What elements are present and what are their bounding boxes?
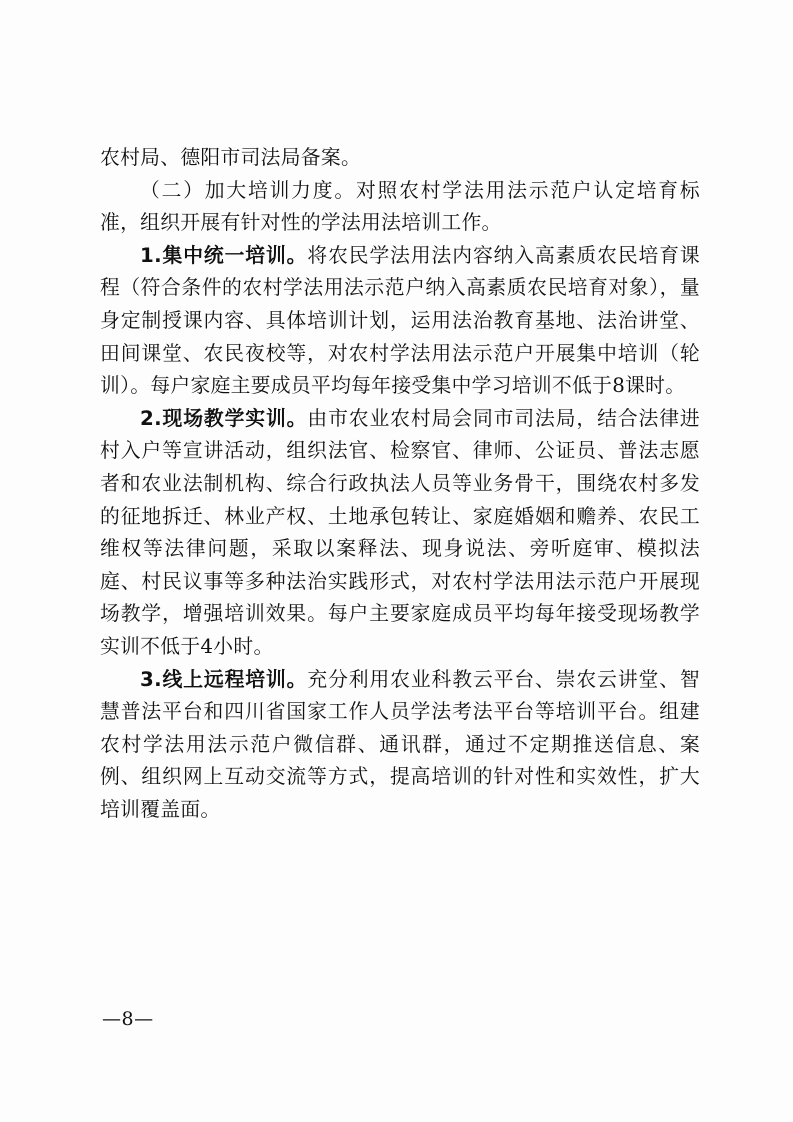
document-body — [100, 142, 700, 826]
paragraph-text: 将农民学法用法内容纳入高素质农民培育课程（符合条件的农村学法用法示范户纳入高素质农民培育对象），量身定制授课内容、具体培训计划，运用法治教育基地、法治讲堂、田间课堂、农民夜校等，对农村学法用法示范户开展集中培训（轮训）。每户家庭主要成员平均每年接受集中学习培训不低于8课时。 — [100, 243, 700, 398]
paragraph-centralized-training — [100, 240, 700, 403]
paragraph-text: 由市农业农村局会同市司法局，结合法律进村入户等宣讲活动，组织法官、检察官、律师、公证员、普法志愿者和农业法制机构、综合行政执法人员等业务骨干，围绕农村多发的征地拆迁、林业产权、土地承包转让、家庭婚姻和赡养、农民工维权等法律问题，采取以案释法、现身说法、旁听庭审、模拟法庭、村民议事等多种法治实践形式，对农村学法用法示范户开展现场教学，增强培训效果。每户主要家庭成员平均每年接受现场教学实训不低于4小时。 — [100, 406, 700, 658]
paragraph-training-intensity — [100, 175, 700, 240]
paragraph-lead: 3.线上远程培训。 — [140, 667, 308, 691]
paragraph-filing-note — [100, 142, 700, 175]
page-number: —8— — [102, 1008, 154, 1030]
paragraph-onsite-training — [100, 403, 700, 664]
paragraph-online-training — [100, 664, 700, 827]
paragraph-text: 充分利用农业科教云平台、崇农云讲堂、智慧普法平台和四川省国家工作人员学法考法平台等培训平台。组建农村学法用法示范户微信群、通讯群，通过不定期推送信息、案例、组织网上互动交流等方式，提高培训的针对性和实效性，扩大培训覆盖面。 — [100, 667, 700, 821]
paragraph-text: （二）加大培训力度。对照农村学法用法示范户认定培育标准，组织开展有针对性的学法用法培训工作。 — [100, 178, 700, 235]
paragraph-lead: 2.现场教学实训。 — [140, 406, 308, 430]
paragraph-text: 农村局、德阳市司法局备案。 — [100, 146, 362, 169]
paragraph-lead: 1.集中统一培训。 — [140, 243, 308, 267]
